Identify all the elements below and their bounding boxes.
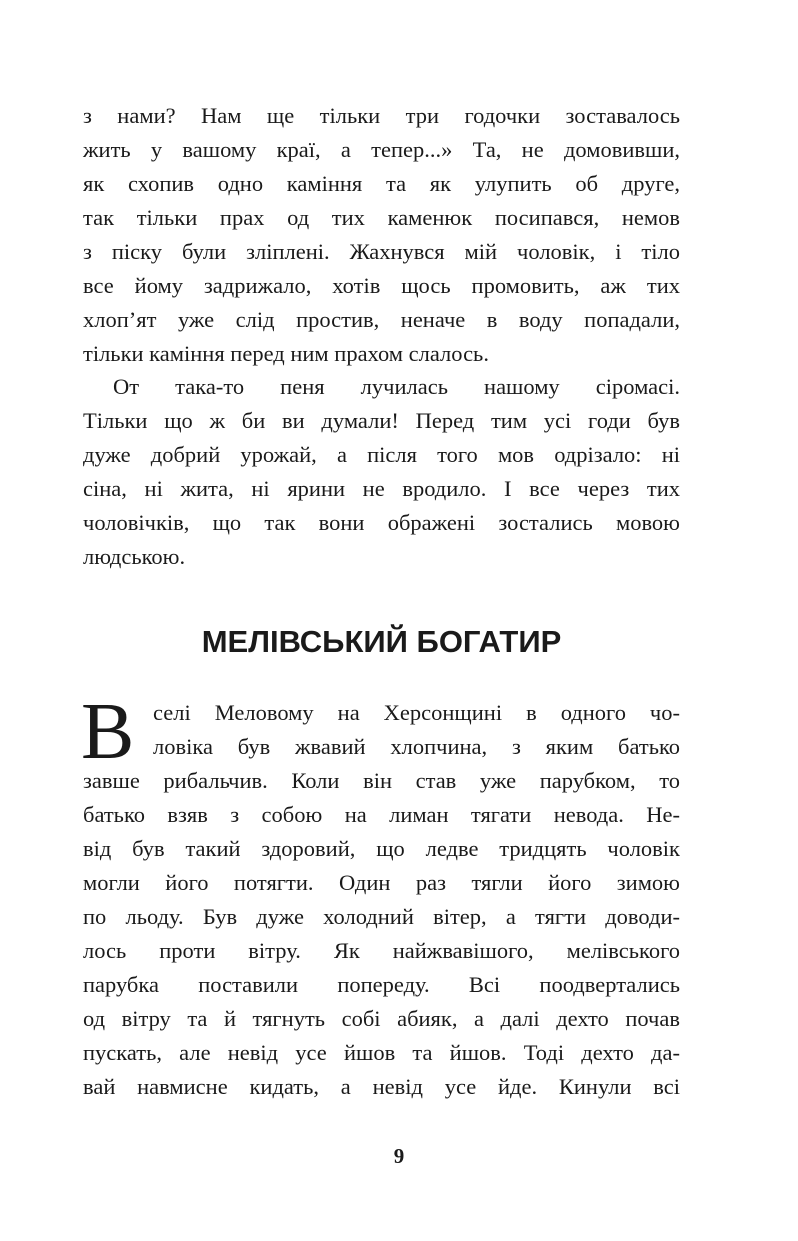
text-line: ловіка був жвавий хлопчина, з яким батько [153,734,680,759]
text-line: дуже добрий урожай, а після того мов одрізало: ні [83,442,680,467]
text-line: як схопив одно каміння та як улупить об друге, [83,171,680,196]
text-line: батько взяв з собою на лиман тягати невода. Не- [83,802,680,827]
text-line: От така-то пеня лучилась нашому сіромасі. [113,374,680,399]
text-line: од вітру та й тягнуть собі абияк, а далі дехто почав [83,1006,680,1031]
paragraph-second [83,370,680,574]
paragraph-story-opening [81,688,680,1104]
text-line: парубка поставили попереду. Всі поодвертались [83,972,680,997]
text-line: по льоду. Був дуже холодний вітер, а тягти доводи- [83,904,680,929]
text-line: лось проти вітру. Як найжвавішого, мелівського [83,938,680,963]
dropcap-wrap [81,688,680,776]
text-line: все йому задрижало, хотів щось промовить, аж тих [83,273,680,298]
text-line: з нами? Нам ще тільки три годочки зоставалось [83,103,680,128]
text-line: так тільки прах од тих каменюк посипався, немов [83,205,680,230]
text-line: селі Меловому на Херсонщині в одного чо- [153,700,680,725]
text-line: вай навмисне кидать, а невід усе йде. Кинули всі [83,1074,680,1099]
text-line: від був такий здоровий, що ледве тридцять чоловік [83,836,680,861]
text-line: сіна, ні жита, ні ярини не вродило. І все через тих [83,476,680,501]
paragraph-continuation [83,99,680,371]
text-line: з піску були зліплені. Жахнувся мій чоловік, і тіло [83,239,680,264]
text-line: людською. [83,544,186,569]
text-line: пускать, але невід усе йшов та йшов. Тоді дехто да- [83,1040,680,1065]
text-line: Тільки що ж би ви думали! Перед тим усі годи був [83,408,680,433]
text-line: хлоп’ят уже слід простив, неначе в воду попадали, [83,307,680,332]
drop-cap-letter: В [81,688,135,776]
text-line: тільки каміння перед ним прахом слалось. [83,341,489,366]
text-line: чоловічків, що так вони ображені зостались мовою [83,510,680,535]
text-line: жить у вашому краї, а тепер...» Та, не домовивши, [83,137,680,162]
text-line: могли його потягти. Один раз тягли його зимою [83,870,680,895]
page-number: 9 [393,1144,405,1168]
text-line: завше рибальчив. Коли він став уже парубком, то [83,768,680,793]
chapter-heading: МЕЛІВСЬКИЙ БОГАТИР [201,624,562,659]
